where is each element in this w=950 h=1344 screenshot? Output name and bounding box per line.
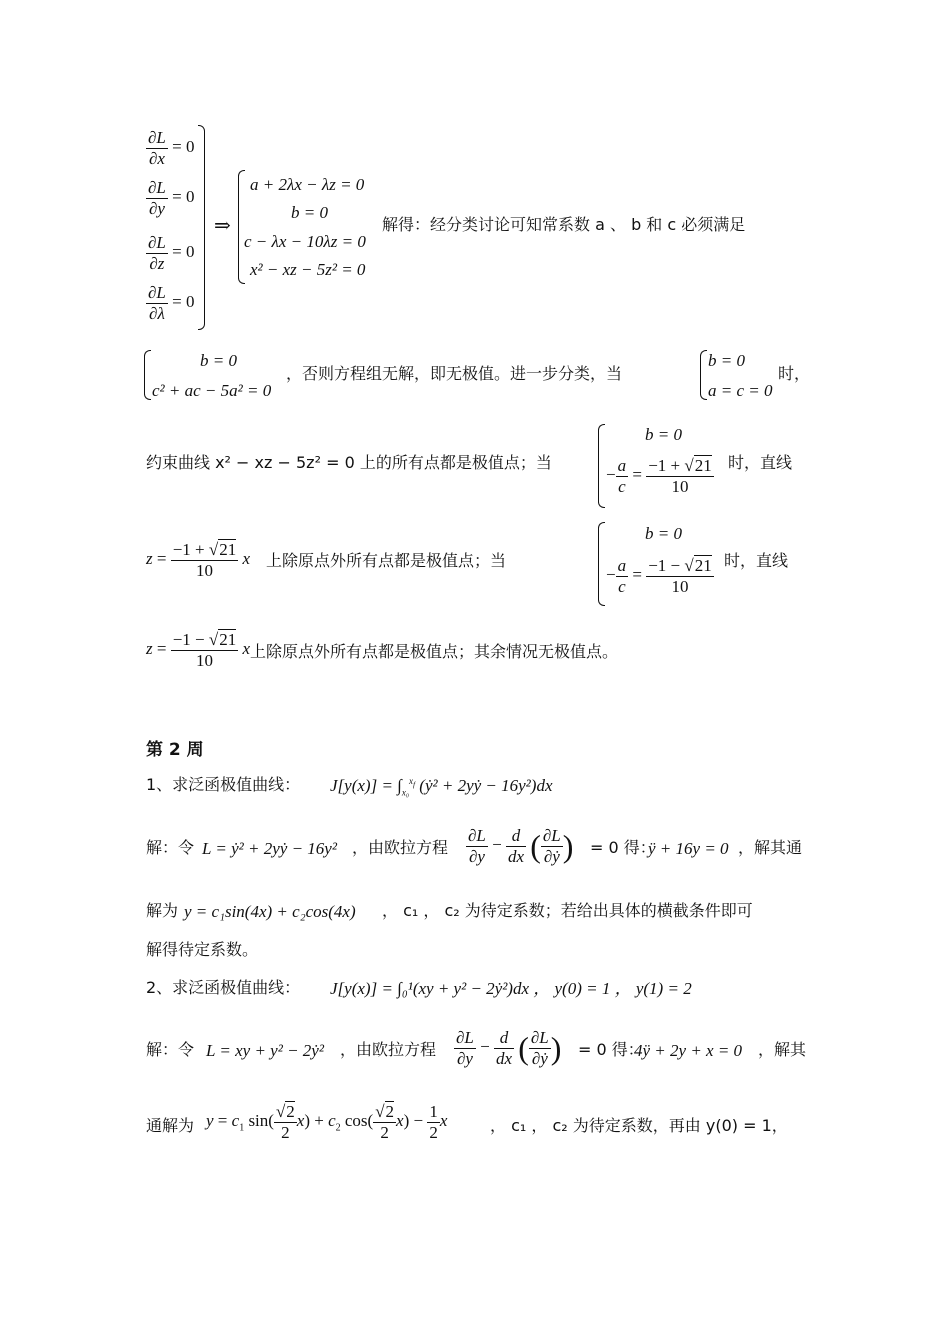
q2-sol-prefix: 解：令 bbox=[146, 1040, 195, 1059]
q2-lagrangian: L = xy + y² − 2ẏ² bbox=[206, 1041, 324, 1060]
q2-sol-mid: ，由欧拉方程 bbox=[340, 1040, 437, 1059]
para4-text: 上除原点外所有点都是极值点；其余情况无极值点。 bbox=[250, 642, 619, 661]
equation-4: x² − xz − 5z² = 0 bbox=[250, 260, 366, 279]
equation-3: c − λx − 10λz = 0 bbox=[244, 232, 366, 251]
q2-functional: J[y(x)] = ∫₀¹(xy + y² − 2ẏ²)dx ， y(0) = 1 ， y(1) = 2 bbox=[330, 979, 692, 998]
q2-sol-end: ，解其 bbox=[758, 1040, 807, 1059]
q1-euler-expr: $\frac{\partial L}{\partial y}$ − $\frac{d}{dx}$ ( $\frac{\partial L}{\text{∂ẏ}}$ ) bbox=[468, 826, 574, 866]
partial-eq-z: $\frac{\partial L}{\partial z}$ = 0 bbox=[148, 233, 195, 273]
right-brace bbox=[198, 125, 205, 330]
q1-sol2-prefix: 解为 bbox=[146, 901, 179, 920]
q1-ode: ÿ + 16y = 0 bbox=[648, 839, 729, 858]
para3-text-1: 上除原点外所有点都是极值点；当 bbox=[266, 551, 507, 570]
case2-frac: − $\frac{a}{c}$ = $\frac{-1 + √21}{10}$ bbox=[606, 456, 712, 496]
partial-eq-y: $\frac{\partial L}{\partial y}$ = 0 bbox=[148, 178, 195, 218]
condition-eq-2: c² + ac − 5a² = 0 bbox=[152, 381, 272, 400]
equation-2: b = 0 bbox=[291, 203, 328, 222]
q1-sol-prefix: 解：令 bbox=[146, 838, 195, 857]
q1-functional: $J[y(x)] = \int_{x_0}^{x_f}$ (ẏ² + 2yẏ − 16y²)dx bbox=[330, 776, 553, 798]
case2-b: b = 0 bbox=[645, 425, 682, 444]
q2-sol2-text: ， c₁ ， c₂ 为待定系数，再由 y(0) = 1， bbox=[490, 1116, 788, 1135]
week-heading: 第 2 周 bbox=[146, 740, 204, 760]
solve-text: 解得：经分类讨论可知常系数 a 、 b 和 c 必须满足 bbox=[382, 215, 746, 234]
q1-sol2-text: ， c₁ ， c₂ 为待定系数；若给出具体的横截条件即可 bbox=[382, 901, 753, 920]
case-eq-1: b = 0 bbox=[708, 351, 745, 370]
q1-general-solution: y = c₁sin(4x) + c₂cos(4x) bbox=[184, 902, 356, 921]
constraint-text: 约束曲线 x² − xz − 5z² = 0 上的所有点都是极值点；当 bbox=[146, 453, 552, 472]
implies-arrow: ⇒ bbox=[214, 215, 231, 237]
case-brace-2 bbox=[598, 424, 605, 508]
q2-sol2-prefix: 通解为 bbox=[146, 1116, 195, 1135]
line-eq-1: z = $\frac{-1 + √21}{10}$ x bbox=[146, 540, 251, 580]
case-eq-2: a = c = 0 bbox=[708, 381, 773, 400]
case3-frac: − $\frac{a}{c}$ = $\frac{-1 - √21}{10}$ bbox=[606, 556, 712, 596]
case-brace-3 bbox=[598, 522, 605, 606]
q1-label: 1、求泛函极值曲线： bbox=[146, 775, 301, 794]
equation-1: a + 2λx − λz = 0 bbox=[250, 175, 365, 194]
q2-euler-expr: $\frac{\partial L}{\partial y}$ − $\frac{d}{dx}$ ( $\frac{\partial L}{\text{∂ẏ}}$ ) bbox=[456, 1028, 562, 1068]
q1-sol-mid: ，由欧拉方程 bbox=[352, 838, 449, 857]
q2-label: 2、求泛函极值曲线： bbox=[146, 978, 301, 997]
partial-eq-lambda: $\frac{\partial L}{\partial\lambda}$ = 0 bbox=[148, 283, 195, 323]
case-brace-1 bbox=[700, 350, 707, 400]
q2-ode: 4ÿ + 2y + x = 0 bbox=[634, 1041, 743, 1060]
partial-eq-x: $\frac{\partial L}{\partial x}$ = 0 bbox=[148, 128, 195, 168]
q1-sol-end: ，解其通 bbox=[738, 838, 803, 857]
condition-brace bbox=[144, 350, 151, 400]
condition-text-1: ，否则方程组无解，即无极值。进一步分类，当 bbox=[286, 364, 623, 383]
q1-sol3-text: 解得待定系数。 bbox=[146, 940, 259, 959]
para3-text-2: 时，直线 bbox=[724, 551, 789, 570]
case3-b: b = 0 bbox=[645, 524, 682, 543]
condition-eq-1: b = 0 bbox=[200, 351, 237, 370]
q1-lagrangian: L = ẏ² + 2yẏ − 16y² bbox=[202, 839, 337, 858]
condition-text-2: 时， bbox=[778, 364, 811, 383]
q2-general-solution: $y = c_1$ sin( $\frac{√2}{2}$ $x) + c_2$ cos( $\frac{√2}{2}$ x) − $\frac{1}{2}$ x bbox=[206, 1102, 448, 1142]
para2-text-2: 时，直线 bbox=[728, 453, 793, 472]
left-brace bbox=[238, 170, 245, 284]
q2-sol-after: = 0 得： bbox=[578, 1040, 644, 1059]
q1-sol-after: = 0 得： bbox=[590, 838, 656, 857]
line-eq-2: z = $\frac{-1 - √21}{10}$ x bbox=[146, 630, 251, 670]
